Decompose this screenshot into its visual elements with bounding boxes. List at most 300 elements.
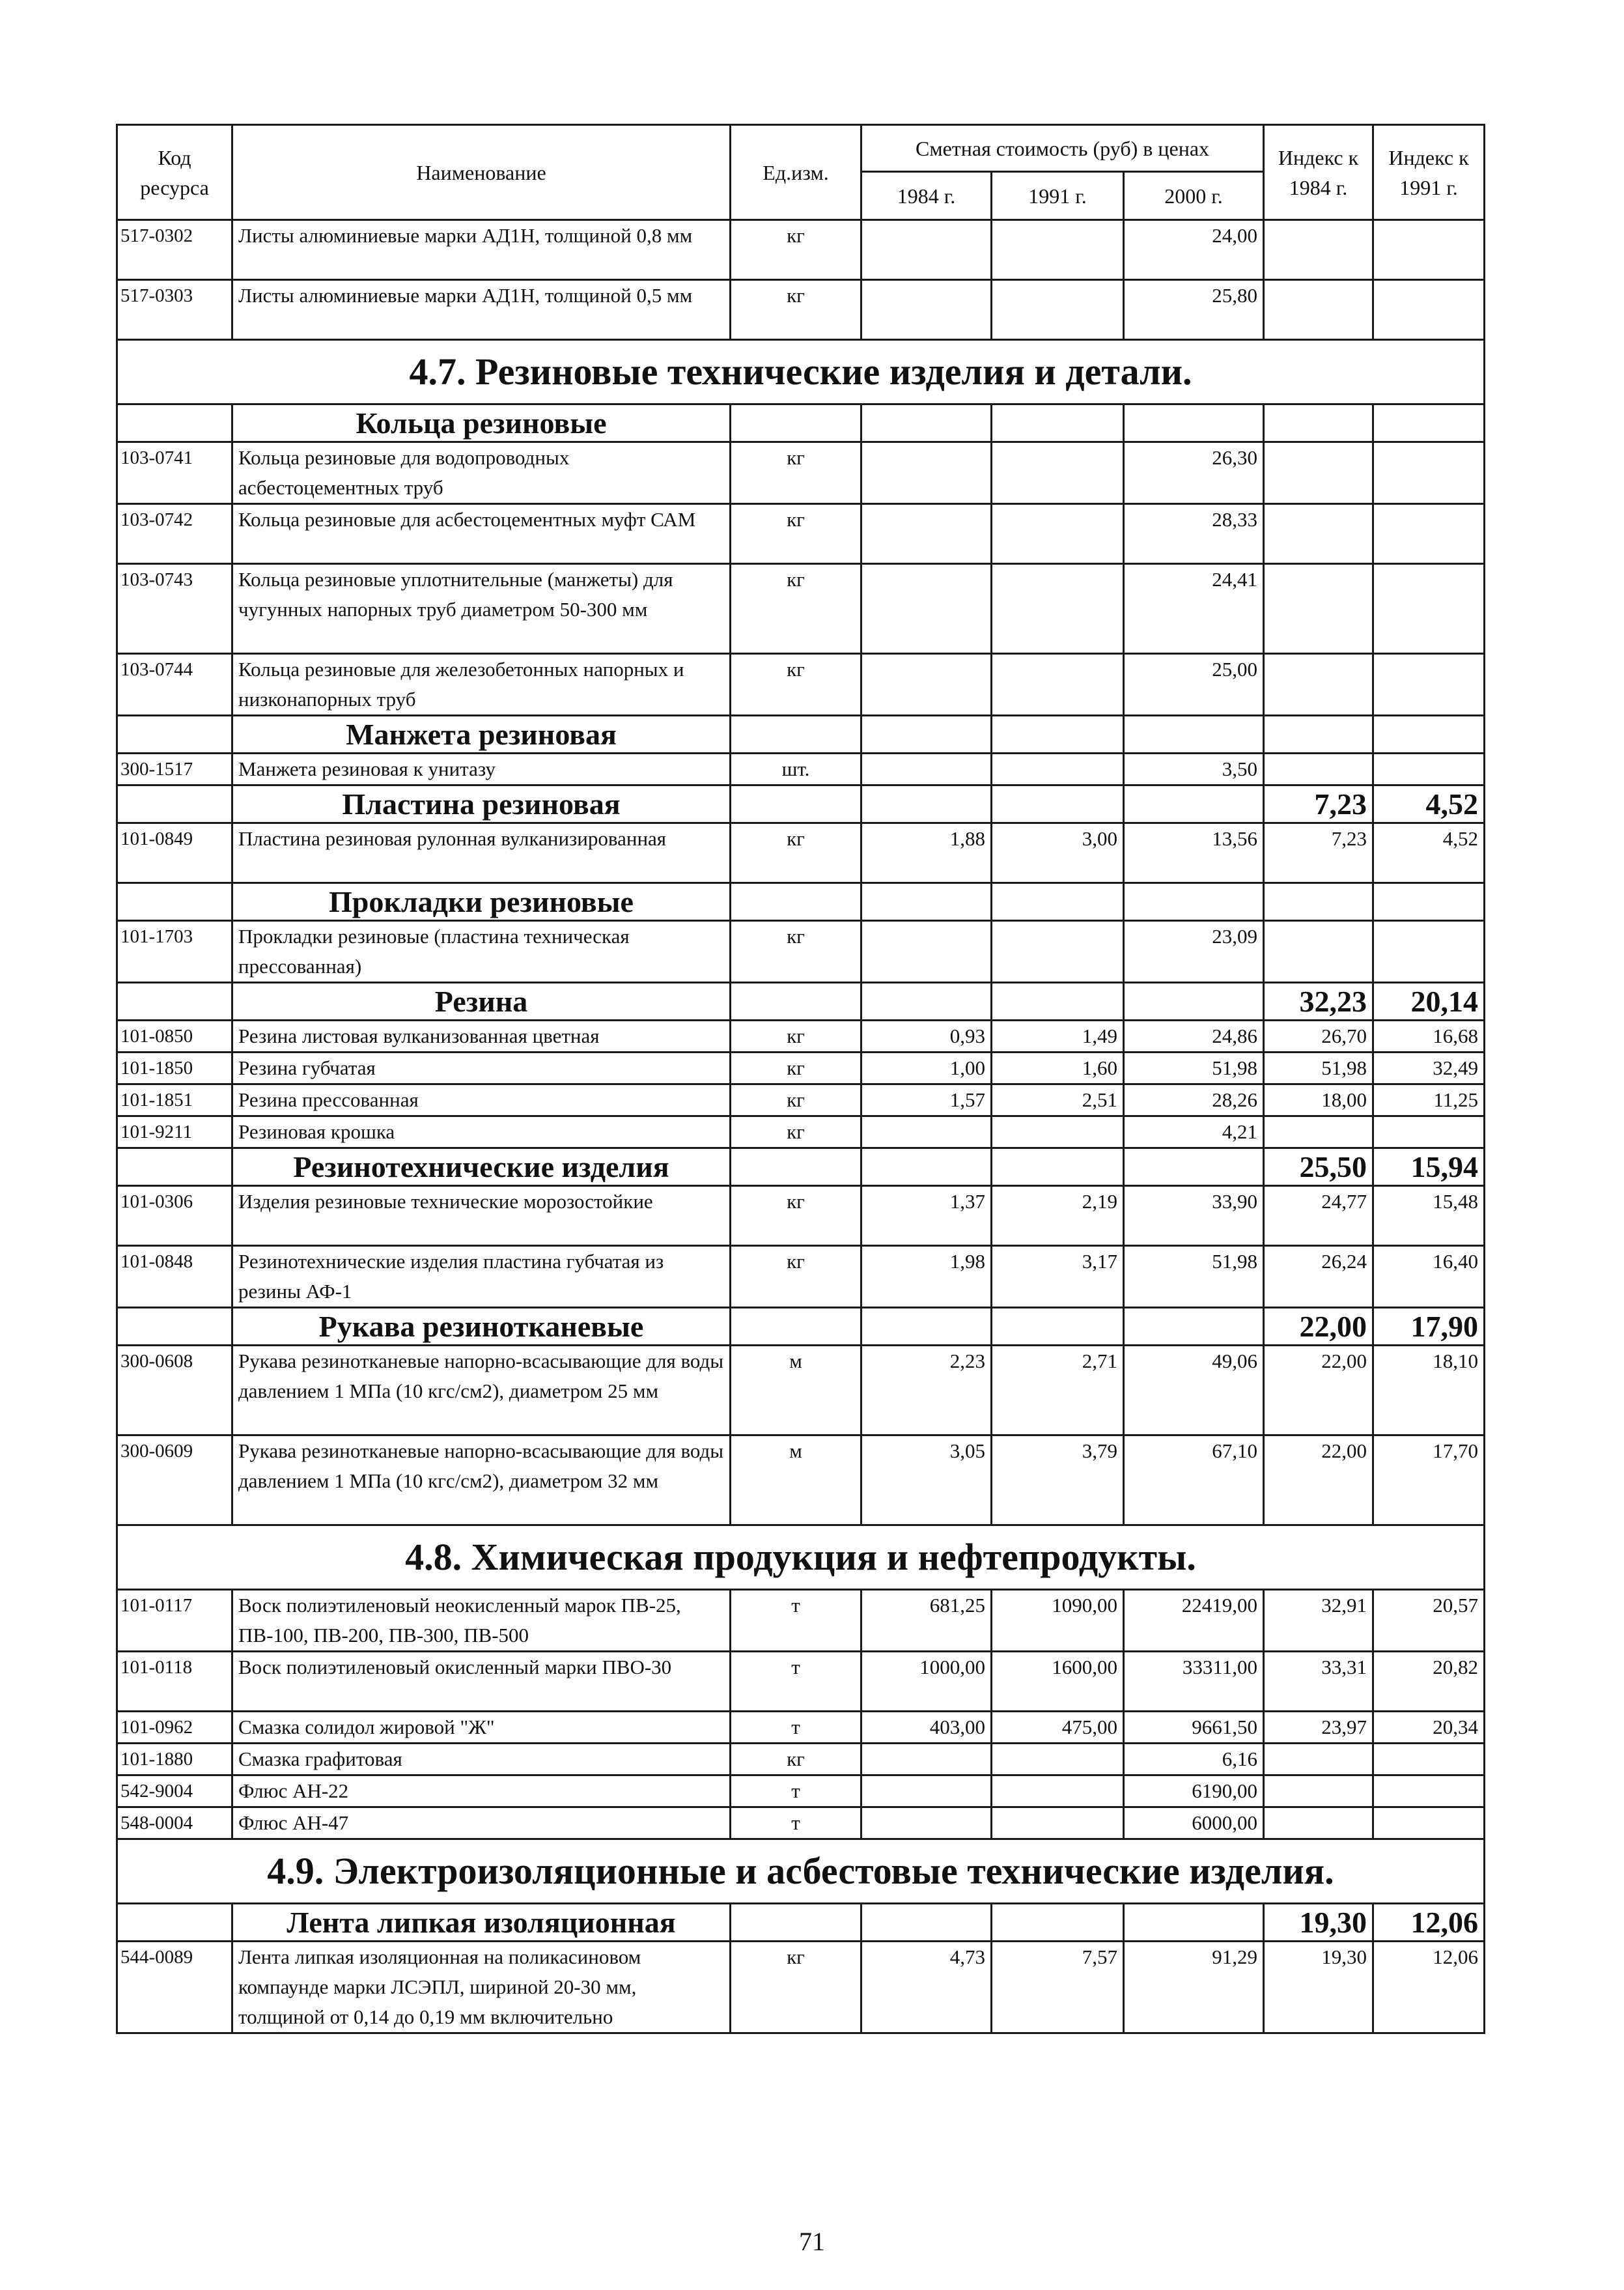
unit: т — [731, 1712, 861, 1744]
table-row — [117, 1186, 1485, 1246]
cost-1984 — [861, 654, 992, 716]
group-2000-cell — [1124, 1308, 1264, 1346]
index-1984: 26,24 — [1264, 1246, 1373, 1308]
cost-1991: 1,49 — [992, 1021, 1124, 1053]
cost-1991: 475,00 — [992, 1712, 1124, 1744]
resource-code: 544-0089 — [117, 1942, 232, 2033]
resource-name: Манжета резиновая к унитазу — [232, 754, 731, 785]
group-code-cell — [117, 983, 232, 1021]
page-number: 71 — [799, 2227, 825, 2256]
group-1984-cell — [861, 404, 992, 442]
header-unit: Ед.изм. — [731, 125, 861, 220]
table-row — [117, 921, 1485, 983]
cost-2000: 9661,50 — [1124, 1712, 1264, 1744]
index-1991: 16,40 — [1373, 1246, 1485, 1308]
group-2000-cell — [1124, 404, 1264, 442]
index-1991 — [1373, 280, 1485, 340]
unit: кг — [731, 1744, 861, 1775]
group-unit-cell — [731, 983, 861, 1021]
group-unit-cell — [731, 883, 861, 921]
cost-1991 — [992, 1775, 1124, 1807]
group-2000-cell — [1124, 1148, 1264, 1186]
section-row — [117, 1525, 1485, 1590]
cost-1991: 7,57 — [992, 1942, 1124, 2033]
resource-name: Флюс АН-47 — [232, 1807, 731, 1839]
group-index-1991: 20,14 — [1373, 983, 1485, 1021]
group-row — [117, 883, 1485, 921]
resource-name: Кольца резиновые для асбестоцементных муфт САМ — [232, 504, 731, 564]
table-row — [117, 1021, 1485, 1053]
cost-1991: 2,51 — [992, 1084, 1124, 1116]
table-row — [117, 1435, 1485, 1525]
resource-code: 101-0118 — [117, 1652, 232, 1712]
cost-1984 — [861, 1775, 992, 1807]
group-code-cell — [117, 404, 232, 442]
resource-name: Воск полиэтиленовый неокисленный марок ПВ-25, ПВ-100, ПВ-200, ПВ-300, ПВ-500 — [232, 1590, 731, 1652]
group-index-1991 — [1373, 883, 1485, 921]
header-code: Код ресурса — [117, 125, 232, 220]
group-code-cell — [117, 716, 232, 754]
index-1984 — [1264, 1807, 1373, 1839]
group-1991-cell — [992, 404, 1124, 442]
resource-code: 101-0849 — [117, 823, 232, 883]
cost-1991: 2,19 — [992, 1186, 1124, 1246]
section-row — [117, 1839, 1485, 1904]
resource-name: Изделия резиновые технические морозостойкие — [232, 1186, 731, 1246]
unit: шт. — [731, 754, 861, 785]
group-2000-cell — [1124, 785, 1264, 823]
index-1991 — [1373, 442, 1485, 504]
table-row — [117, 1775, 1485, 1807]
cost-2000: 24,86 — [1124, 1021, 1264, 1053]
resource-name: Флюс АН-22 — [232, 1775, 731, 1807]
index-1984 — [1264, 1775, 1373, 1807]
unit: т — [731, 1652, 861, 1712]
group-title: Прокладки резиновые — [232, 883, 731, 921]
group-title: Рукава резинотканевые — [232, 1308, 731, 1346]
resource-code: 300-0608 — [117, 1346, 232, 1435]
cost-2000: 33,90 — [1124, 1186, 1264, 1246]
cost-1984 — [861, 921, 992, 983]
cost-2000: 13,56 — [1124, 823, 1264, 883]
section-title: 4.8. Химическая продукция и нефтепродукты. — [117, 1525, 1485, 1590]
cost-2000: 25,80 — [1124, 280, 1264, 340]
resource-code: 101-0848 — [117, 1246, 232, 1308]
group-unit-cell — [731, 404, 861, 442]
index-1991 — [1373, 1744, 1485, 1775]
index-1984 — [1264, 280, 1373, 340]
resource-name: Листы алюминиевые марки АД1Н, толщиной 0,8 мм — [232, 220, 731, 280]
cost-1984: 1,00 — [861, 1053, 992, 1084]
resource-name: Кольца резиновые для водопроводных асбестоцементных труб — [232, 442, 731, 504]
cost-2000: 25,00 — [1124, 654, 1264, 716]
table-row — [117, 823, 1485, 883]
group-1991-cell — [992, 785, 1124, 823]
cost-1984: 1,57 — [861, 1084, 992, 1116]
index-1984: 22,00 — [1264, 1435, 1373, 1525]
unit: кг — [731, 1084, 861, 1116]
cost-1991: 3,00 — [992, 823, 1124, 883]
unit: т — [731, 1590, 861, 1652]
group-index-1984 — [1264, 883, 1373, 921]
group-unit-cell — [731, 1904, 861, 1942]
group-index-1991: 12,06 — [1373, 1904, 1485, 1942]
unit: кг — [731, 1021, 861, 1053]
resource-code: 101-1851 — [117, 1084, 232, 1116]
index-1984: 22,00 — [1264, 1346, 1373, 1435]
cost-1991 — [992, 504, 1124, 564]
cost-1991 — [992, 280, 1124, 340]
group-title: Кольца резиновые — [232, 404, 731, 442]
resource-code: 101-0850 — [117, 1021, 232, 1053]
unit: м — [731, 1435, 861, 1525]
index-1984: 18,00 — [1264, 1084, 1373, 1116]
resource-name: Резина листовая вулканизованная цветная — [232, 1021, 731, 1053]
section-title: 4.9. Электроизоляционные и асбестовые технические изделия. — [117, 1839, 1485, 1904]
group-index-1984 — [1264, 404, 1373, 442]
group-index-1991 — [1373, 404, 1485, 442]
cost-1991 — [992, 1807, 1124, 1839]
group-1991-cell — [992, 883, 1124, 921]
resource-name: Кольца резиновые для железобетонных напорных и низконапорных труб — [232, 654, 731, 716]
group-title: Манжета резиновая — [232, 716, 731, 754]
cost-2000: 6000,00 — [1124, 1807, 1264, 1839]
cost-2000: 22419,00 — [1124, 1590, 1264, 1652]
cost-2000: 51,98 — [1124, 1246, 1264, 1308]
cost-1984: 1,37 — [861, 1186, 992, 1246]
cost-2000: 3,50 — [1124, 754, 1264, 785]
group-title: Резина — [232, 983, 731, 1021]
unit: кг — [731, 1942, 861, 2033]
cost-1984 — [861, 1116, 992, 1148]
unit: кг — [731, 921, 861, 983]
index-1984 — [1264, 654, 1373, 716]
group-unit-cell — [731, 716, 861, 754]
group-1984-cell — [861, 1308, 992, 1346]
cost-1984: 4,73 — [861, 1942, 992, 2033]
header-year-1991: 1991 г. — [992, 172, 1124, 220]
resource-name: Резиновая крошка — [232, 1116, 731, 1148]
group-row — [117, 785, 1485, 823]
resource-code: 101-9211 — [117, 1116, 232, 1148]
index-1984 — [1264, 564, 1373, 654]
group-2000-cell — [1124, 983, 1264, 1021]
resource-code: 517-0302 — [117, 220, 232, 280]
resource-code: 101-0117 — [117, 1590, 232, 1652]
index-1984 — [1264, 220, 1373, 280]
resource-name: Резинотехнические изделия пластина губчатая из резины АФ-1 — [232, 1246, 731, 1308]
group-title: Пластина резиновая — [232, 785, 731, 823]
group-row — [117, 1308, 1485, 1346]
table-row — [117, 1246, 1485, 1308]
index-1984: 19,30 — [1264, 1942, 1373, 2033]
index-1984: 23,97 — [1264, 1712, 1373, 1744]
cost-2000: 91,29 — [1124, 1942, 1264, 2033]
group-code-cell — [117, 883, 232, 921]
table-row — [117, 1590, 1485, 1652]
group-row — [117, 1904, 1485, 1942]
cost-2000: 28,33 — [1124, 504, 1264, 564]
group-1984-cell — [861, 1148, 992, 1186]
resource-code: 101-0962 — [117, 1712, 232, 1744]
resource-code: 103-0742 — [117, 504, 232, 564]
cost-1984: 1,88 — [861, 823, 992, 883]
cost-1991: 1600,00 — [992, 1652, 1124, 1712]
resource-code: 101-0306 — [117, 1186, 232, 1246]
header-index-1991: Индекс к 1991 г. — [1373, 125, 1485, 220]
group-2000-cell — [1124, 716, 1264, 754]
group-1984-cell — [861, 785, 992, 823]
index-1991 — [1373, 921, 1485, 983]
index-1984 — [1264, 1116, 1373, 1148]
resource-name: Резина губчатая — [232, 1053, 731, 1084]
table-row — [117, 1084, 1485, 1116]
cost-1991 — [992, 754, 1124, 785]
resource-code: 103-0744 — [117, 654, 232, 716]
cost-2000: 51,98 — [1124, 1053, 1264, 1084]
index-1991 — [1373, 1775, 1485, 1807]
cost-1991: 3,17 — [992, 1246, 1124, 1308]
group-index-1984: 19,30 — [1264, 1904, 1373, 1942]
group-index-1984: 25,50 — [1264, 1148, 1373, 1186]
cost-1984: 1,98 — [861, 1246, 992, 1308]
cost-1991: 1,60 — [992, 1053, 1124, 1084]
index-1991 — [1373, 1807, 1485, 1839]
unit: м — [731, 1346, 861, 1435]
cost-2000: 26,30 — [1124, 442, 1264, 504]
table-row — [117, 442, 1485, 504]
table-row — [117, 564, 1485, 654]
header-name: Наименование — [232, 125, 731, 220]
resource-name: Пластина резиновая рулонная вулканизированная — [232, 823, 731, 883]
header-cost-group: Сметная стоимость (руб) в ценах — [861, 125, 1264, 172]
cost-2000: 23,09 — [1124, 921, 1264, 983]
index-1991 — [1373, 504, 1485, 564]
group-1984-cell — [861, 716, 992, 754]
table-row — [117, 220, 1485, 280]
cost-1984 — [861, 754, 992, 785]
index-1984: 33,31 — [1264, 1652, 1373, 1712]
cost-1991 — [992, 442, 1124, 504]
cost-1991: 1090,00 — [992, 1590, 1124, 1652]
group-index-1991: 4,52 — [1373, 785, 1485, 823]
resource-code: 103-0743 — [117, 564, 232, 654]
unit: кг — [731, 220, 861, 280]
cost-1984: 0,93 — [861, 1021, 992, 1053]
cost-2000: 4,21 — [1124, 1116, 1264, 1148]
index-1991: 11,25 — [1373, 1084, 1485, 1116]
cost-2000: 24,00 — [1124, 220, 1264, 280]
cost-2000: 24,41 — [1124, 564, 1264, 654]
group-2000-cell — [1124, 883, 1264, 921]
index-1991 — [1373, 654, 1485, 716]
group-index-1991 — [1373, 716, 1485, 754]
cost-1991 — [992, 564, 1124, 654]
cost-2000: 33311,00 — [1124, 1652, 1264, 1712]
resource-price-table — [116, 124, 1485, 2034]
unit: кг — [731, 1116, 861, 1148]
cost-1984: 3,05 — [861, 1435, 992, 1525]
cost-1984: 681,25 — [861, 1590, 992, 1652]
cost-1984: 403,00 — [861, 1712, 992, 1744]
resource-name: Рукава резинотканевые напорно-всасывающие для воды давлением 1 МПа (10 кгс/см2), диаметром 25 мм — [232, 1346, 731, 1435]
header-row — [117, 125, 1485, 172]
index-1991: 17,70 — [1373, 1435, 1485, 1525]
group-title: Резинотехнические изделия — [232, 1148, 731, 1186]
group-unit-cell — [731, 785, 861, 823]
unit: кг — [731, 564, 861, 654]
resource-name: Кольца резиновые уплотнительные (манжеты) для чугунных напорных труб диаметром 50-300 мм — [232, 564, 731, 654]
resource-code: 103-0741 — [117, 442, 232, 504]
cost-1991: 3,79 — [992, 1435, 1124, 1525]
table-row — [117, 280, 1485, 340]
table-row — [117, 1712, 1485, 1744]
section-title: 4.7. Резиновые технические изделия и детали. — [117, 340, 1485, 404]
resource-name: Лента липкая изоляционная на поликасиновом компаунде марки ЛСЭПЛ, шириной 20-30 мм, толщиной от 0,14 до 0,19 мм включительно — [232, 1942, 731, 2033]
unit: кг — [731, 654, 861, 716]
resource-name: Рукава резинотканевые напорно-всасывающие для воды давлением 1 МПа (10 кгс/см2), диаметром 32 мм — [232, 1435, 731, 1525]
cost-2000: 6,16 — [1124, 1744, 1264, 1775]
index-1991 — [1373, 220, 1485, 280]
group-index-1984: 32,23 — [1264, 983, 1373, 1021]
unit: т — [731, 1807, 861, 1839]
resource-code: 101-1703 — [117, 921, 232, 983]
group-row — [117, 983, 1485, 1021]
cost-1991 — [992, 1744, 1124, 1775]
group-code-cell — [117, 785, 232, 823]
index-1984: 7,23 — [1264, 823, 1373, 883]
group-code-cell — [117, 1904, 232, 1942]
group-index-1984: 22,00 — [1264, 1308, 1373, 1346]
group-row — [117, 1148, 1485, 1186]
table-row — [117, 754, 1485, 785]
group-1991-cell — [992, 1148, 1124, 1186]
resource-code: 101-1880 — [117, 1744, 232, 1775]
cost-1991 — [992, 1116, 1124, 1148]
cost-2000: 6190,00 — [1124, 1775, 1264, 1807]
unit: т — [731, 1775, 861, 1807]
table-body — [117, 220, 1485, 2033]
cost-1984 — [861, 280, 992, 340]
cost-1984: 2,23 — [861, 1346, 992, 1435]
cost-1991 — [992, 921, 1124, 983]
group-1984-cell — [861, 1904, 992, 1942]
table-row — [117, 1116, 1485, 1148]
index-1984: 51,98 — [1264, 1053, 1373, 1084]
cost-1984: 1000,00 — [861, 1652, 992, 1712]
group-code-cell — [117, 1308, 232, 1346]
group-index-1991: 17,90 — [1373, 1308, 1485, 1346]
table-row — [117, 504, 1485, 564]
index-1991 — [1373, 754, 1485, 785]
table-row — [117, 1942, 1485, 2033]
index-1991: 4,52 — [1373, 823, 1485, 883]
group-row — [117, 404, 1485, 442]
cost-2000: 67,10 — [1124, 1435, 1264, 1525]
group-1984-cell — [861, 883, 992, 921]
unit: кг — [731, 823, 861, 883]
unit: кг — [731, 1246, 861, 1308]
index-1991: 12,06 — [1373, 1942, 1485, 2033]
table-row — [117, 1807, 1485, 1839]
group-unit-cell — [731, 1148, 861, 1186]
table-row — [117, 654, 1485, 716]
resource-name: Листы алюминиевые марки АД1Н, толщиной 0,5 мм — [232, 280, 731, 340]
resource-code: 517-0303 — [117, 280, 232, 340]
resource-name: Прокладки резиновые (пластина техническая прессованная) — [232, 921, 731, 983]
resource-code: 300-0609 — [117, 1435, 232, 1525]
table-row — [117, 1744, 1485, 1775]
index-1991: 16,68 — [1373, 1021, 1485, 1053]
unit: кг — [731, 1053, 861, 1084]
cost-2000: 49,06 — [1124, 1346, 1264, 1435]
index-1991: 15,48 — [1373, 1186, 1485, 1246]
resource-code: 542-9004 — [117, 1775, 232, 1807]
index-1984 — [1264, 754, 1373, 785]
resource-name: Смазка солидол жировой "Ж" — [232, 1712, 731, 1744]
group-index-1991: 15,94 — [1373, 1148, 1485, 1186]
section-row — [117, 340, 1485, 404]
header-index-1984: Индекс к 1984 г. — [1264, 125, 1373, 220]
table-row — [117, 1053, 1485, 1084]
group-1991-cell — [992, 1904, 1124, 1942]
index-1984 — [1264, 1744, 1373, 1775]
index-1984: 24,77 — [1264, 1186, 1373, 1246]
table-row — [117, 1652, 1485, 1712]
cost-1991 — [992, 654, 1124, 716]
cost-1984 — [861, 220, 992, 280]
group-unit-cell — [731, 1308, 861, 1346]
cost-1984 — [861, 442, 992, 504]
resource-name: Резина прессованная — [232, 1084, 731, 1116]
cost-1984 — [861, 564, 992, 654]
index-1991 — [1373, 1116, 1485, 1148]
header-year-1984: 1984 г. — [861, 172, 992, 220]
header-year-2000: 2000 г. — [1124, 172, 1264, 220]
cost-1984 — [861, 504, 992, 564]
unit: кг — [731, 280, 861, 340]
cost-1991: 2,71 — [992, 1346, 1124, 1435]
group-index-1984: 7,23 — [1264, 785, 1373, 823]
group-1991-cell — [992, 983, 1124, 1021]
index-1984: 26,70 — [1264, 1021, 1373, 1053]
index-1984 — [1264, 921, 1373, 983]
cost-2000: 28,26 — [1124, 1084, 1264, 1116]
group-index-1984 — [1264, 716, 1373, 754]
group-1984-cell — [861, 983, 992, 1021]
resource-code: 101-1850 — [117, 1053, 232, 1084]
index-1991: 20,57 — [1373, 1590, 1485, 1652]
unit: кг — [731, 1186, 861, 1246]
table-row — [117, 1346, 1485, 1435]
resource-name: Воск полиэтиленовый окисленный марки ПВО-30 — [232, 1652, 731, 1712]
group-row — [117, 716, 1485, 754]
unit: кг — [731, 504, 861, 564]
group-1991-cell — [992, 1308, 1124, 1346]
index-1984 — [1264, 442, 1373, 504]
index-1991: 20,34 — [1373, 1712, 1485, 1744]
resource-name: Смазка графитовая — [232, 1744, 731, 1775]
cost-1984 — [861, 1744, 992, 1775]
group-title: Лента липкая изоляционная — [232, 1904, 731, 1942]
group-code-cell — [117, 1148, 232, 1186]
group-1991-cell — [992, 716, 1124, 754]
index-1991: 32,49 — [1373, 1053, 1485, 1084]
index-1984 — [1264, 504, 1373, 564]
index-1991: 20,82 — [1373, 1652, 1485, 1712]
index-1984: 32,91 — [1264, 1590, 1373, 1652]
index-1991: 18,10 — [1373, 1346, 1485, 1435]
